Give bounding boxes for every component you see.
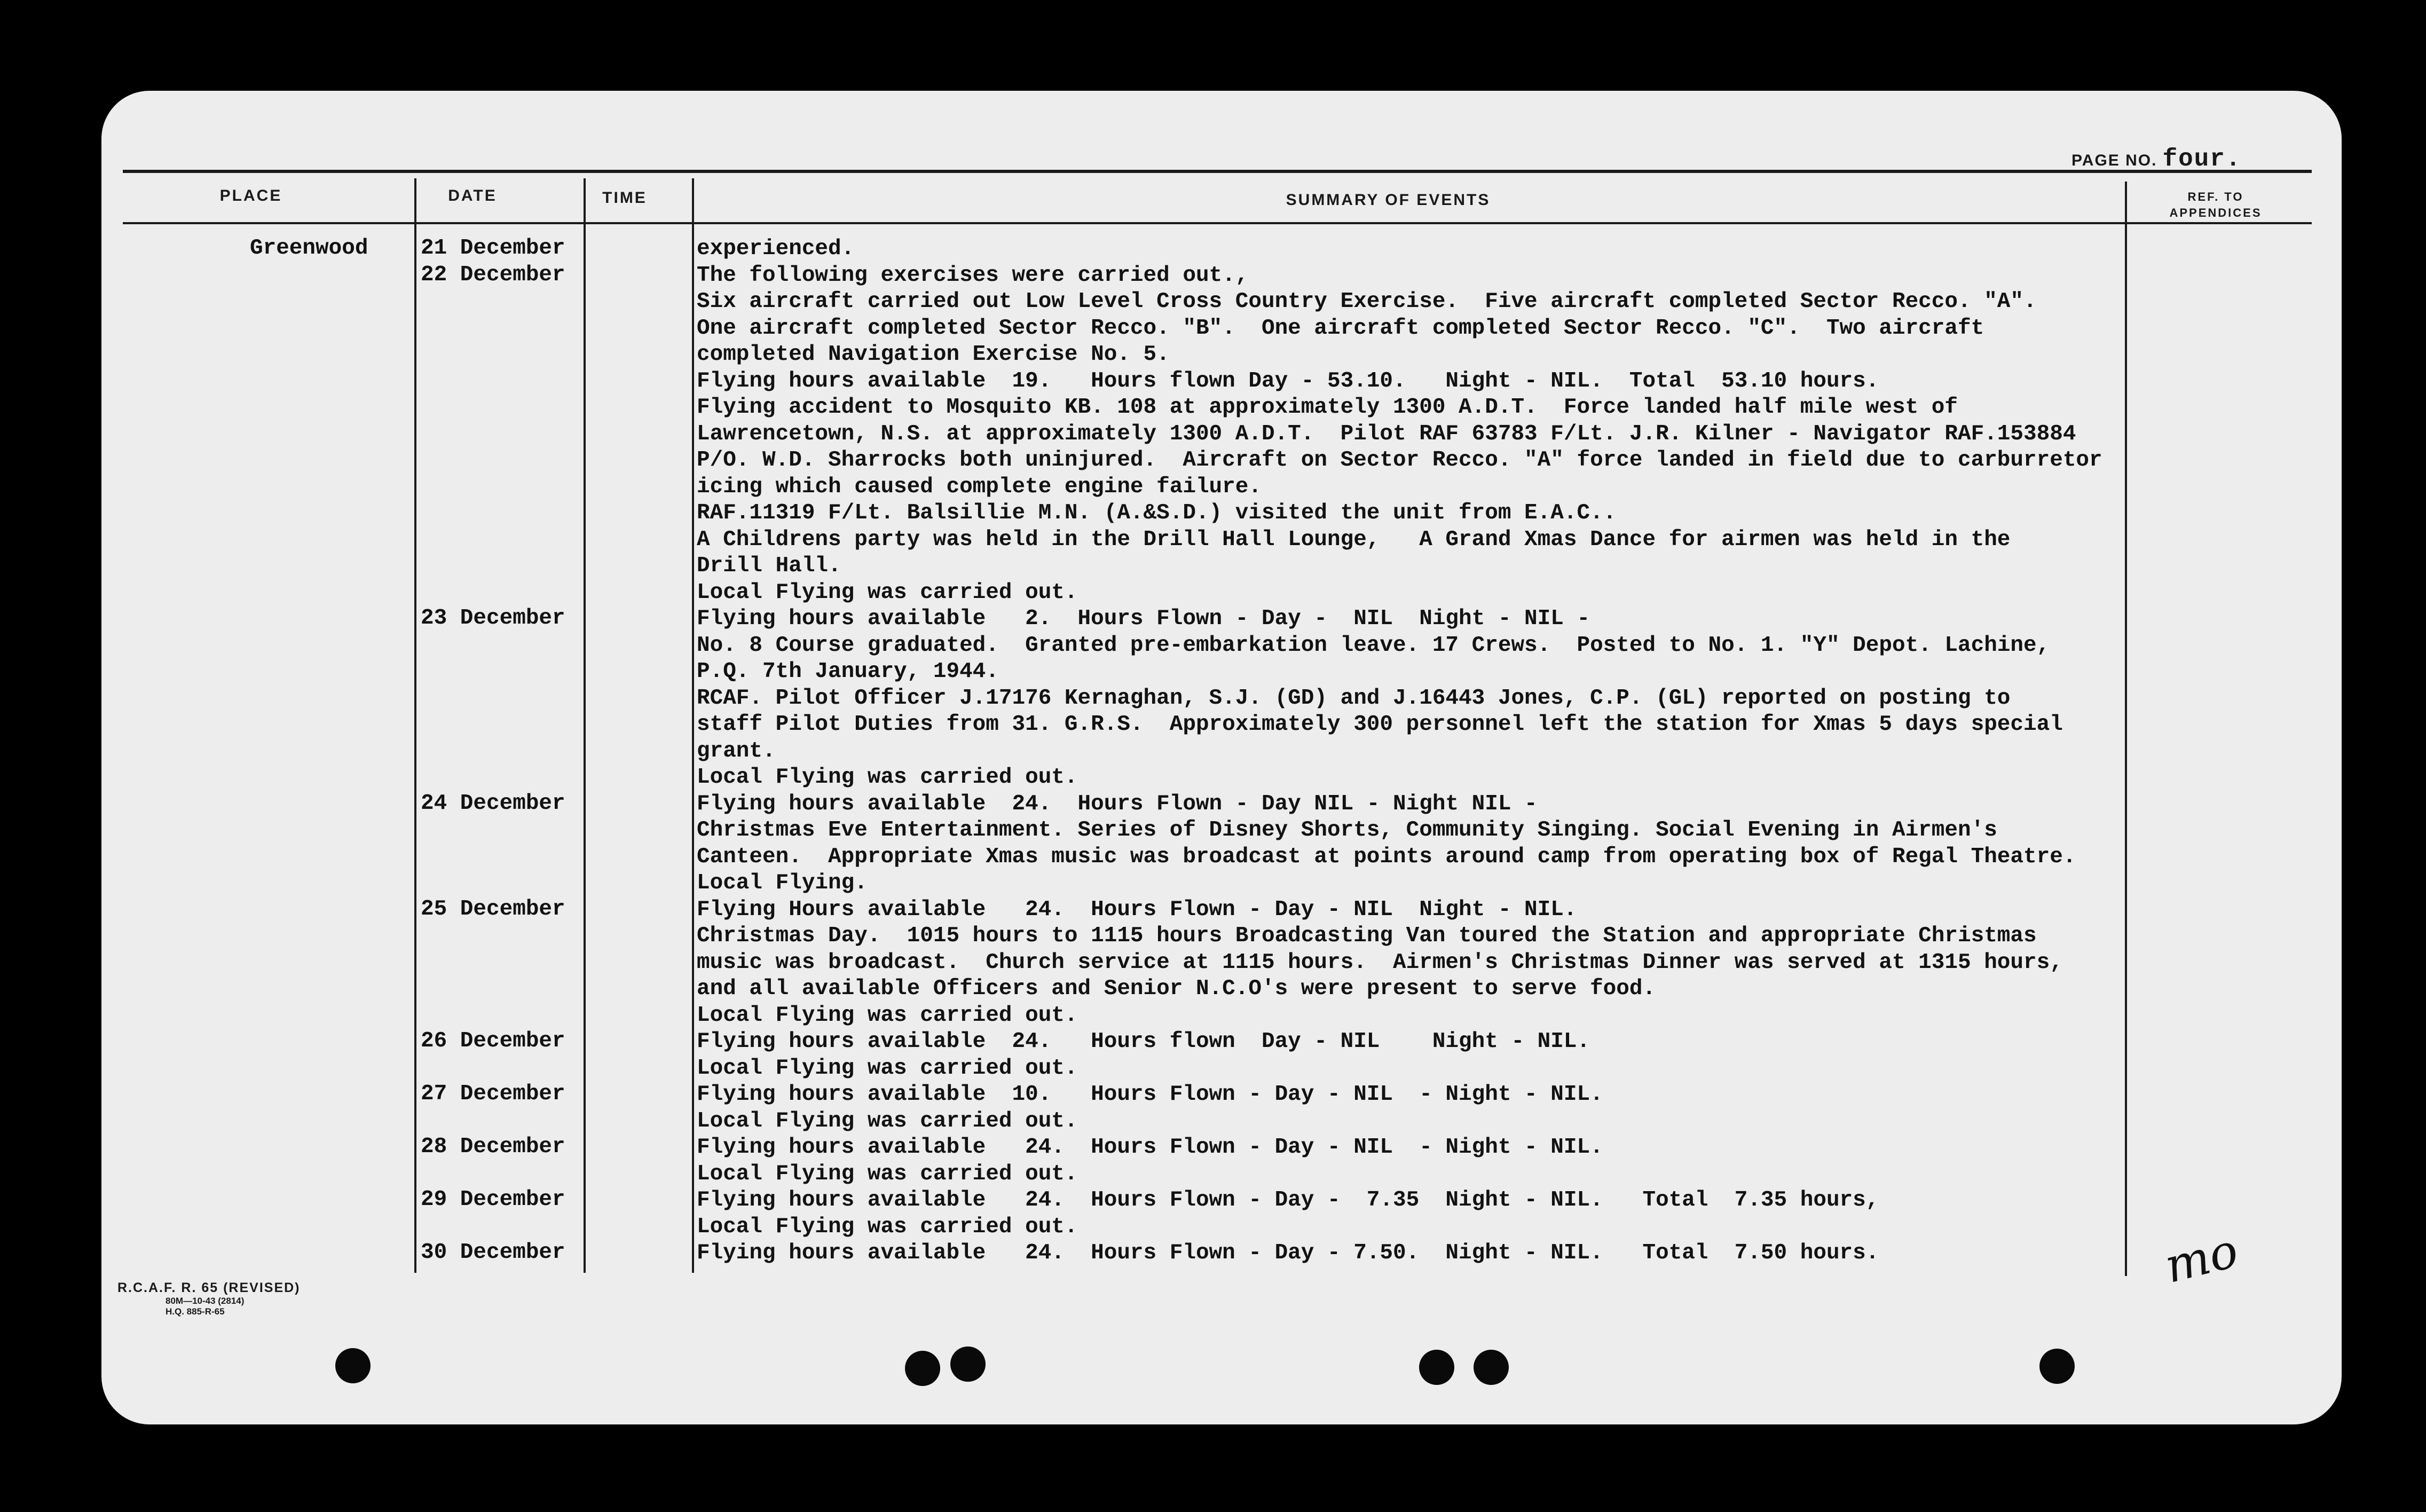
summary-line: icing which caused complete engine failure. [697,474,1262,499]
summary-line: Flying hours available 19. Hours flown Day - 53.10. Night - NIL. Total 53.10 hours. [697,368,1879,393]
date-entry: 26 December [421,1029,565,1053]
handwritten-initials: mo [2159,1223,2243,1294]
punch-hole [1474,1350,1509,1385]
hq-code: H.Q. 885-R-65 [166,1306,225,1317]
column-header-time: TIME [602,189,647,207]
summary-line: Flying hours available 24. Hours Flown - Day NIL - Night NIL - [697,791,1538,816]
date-entry: 24 December [421,791,565,816]
summary-line: Local Flying. [697,871,868,895]
date-entry: 28 December [421,1135,565,1159]
summary-of-events [697,236,2245,1267]
column-header-summary: SUMMARY OF EVENTS [1286,191,1491,209]
summary-line: Flying hours available 24. Hours Flown - Day - 7.35 Night - NIL. Total 7.35 hours, [697,1188,1879,1212]
summary-line: RCAF. Pilot Officer J.17176 Kernaghan, S.J. (GD) and J.16443 Jones, C.P. (GL) reported on posting to [697,686,2011,711]
summary-line: Drill Hall. [697,554,841,578]
summary-line: Local Flying was carried out. [697,1003,1078,1028]
column-header-ref-line2: APPENDICES [2169,206,2262,219]
summary-line: grant. [697,738,776,763]
summary-line: completed Navigation Exercise No. 5. [697,342,1170,367]
summary-line: staff Pilot Duties from 31. G.R.S. Approximately 300 personnel left the station for Xmas 5 days special [697,712,2063,737]
print-code: 80M—10-43 (2814) [166,1296,245,1306]
summary-line: Local Flying was carried out. [697,1056,1078,1081]
form-footer [117,1280,301,1317]
summary-line: Canteen. Appropriate Xmas music was broadcast at points around camp from operating box of Regal Theatre. [697,844,2076,869]
summary-line: Flying Hours available 24. Hours Flown - Day - NIL Night - NIL. [697,897,1577,922]
summary-line: experienced. [697,237,855,261]
page-number-label: PAGE NO. [2071,152,2157,169]
summary-line: Flying hours available 24. Hours Flown - Day - 7.50. Night - NIL. Total 7.50 hours. [697,1241,1879,1265]
summary-line: P/O. W.D. Sharrocks both uninjured. Aircraft on Sector Recco. "A" force landed in field due to carburretor [697,448,2102,472]
summary-line: No. 8 Course graduated. Granted pre-embarkation leave. 17 Crews. Posted to No. 1. "Y" Depot. Lachine, [697,633,2050,658]
summary-line: Local Flying was carried out. [697,1214,1078,1239]
summary-line: P.Q. 7th January, 1944. [697,659,999,684]
column-header-date: DATE [448,187,497,204]
summary-line: Flying hours available 2. Hours Flown - Day - NIL Night - NIL - [697,607,1590,631]
summary-line: Christmas Day. 1015 hours to 1115 hours Broadcasting Van toured the Station and appropriate Christmas [697,924,2037,948]
summary-line: Lawrencetown, N.S. at approximately 1300 A.D.T. Pilot RAF 63783 F/Lt. J.R. Kilner - Navigator RAF.153884 [697,421,2076,446]
date-entry: 27 December [421,1082,565,1106]
summary-line: The following exercises were carried out., [697,263,1249,288]
date-column [421,91,581,1424]
summary-line: Flying hours available 10. Hours Flown - Day - NIL - Night - NIL. [697,1082,1603,1107]
date-entry: 23 December [421,606,565,631]
summary-line: music was broadcast. Church service at 1115 hours. Airmen's Christmas Dinner was served at 1315 hours, [697,950,2063,975]
diary-form-card [101,91,2342,1424]
page-number [2071,145,2242,173]
summary-line: Local Flying was carried out. [697,1108,1078,1133]
summary-line: RAF.11319 F/Lt. Balsillie M.N. (A.&S.D.) visited the unit from E.A.C.. [697,501,1617,525]
date-entry: 22 December [421,262,565,287]
punch-hole [905,1351,940,1386]
punch-hole [1419,1350,1454,1385]
page-number-value: four. [2162,145,2242,173]
summary-line: One aircraft completed Sector Recco. "B". One aircraft completed Sector Recco. "C". Two aircraft [697,316,1984,341]
date-entry: 29 December [421,1187,565,1212]
summary-line: Flying accident to Mosquito KB. 108 at approximately 1300 A.D.T. Force landed half mile west of [697,395,1958,420]
date-entry: 21 December [421,236,565,261]
form-number: R.C.A.F. R. 65 (REVISED) [117,1280,301,1295]
divider-place-date [414,178,416,1273]
column-header-ref-line1: REF. TO [2187,190,2244,203]
summary-line: and all available Officers and Senior N.C.O's were present to serve food. [697,976,1656,1001]
summary-line: Local Flying was carried out. [697,765,1078,790]
divider-time-summary [692,178,694,1273]
punch-hole [2039,1349,2075,1384]
place-greenwood: Greenwood [250,236,368,261]
column-header-place: PLACE [219,187,282,204]
date-entry: 25 December [421,896,565,922]
summary-line: Flying hours available 24. Hours flown Day - NIL Night - NIL. [697,1029,1590,1054]
summary-line: Flying hours available 24. Hours Flown - Day - NIL - Night - NIL. [697,1135,1603,1160]
summary-line: A Childrens party was held in the Drill Hall Lounge, A Grand Xmas Dance for airmen was held in the [697,527,2011,552]
punch-hole [950,1346,986,1382]
summary-line: Local Flying was carried out. [697,580,1078,605]
summary-line: Six aircraft carried out Low Level Cross Country Exercise. Five aircraft completed Sector Recco. "A". [697,289,2037,314]
summary-line: Christmas Eve Entertainment. Series of Disney Shorts, Community Singing. Social Evening in Airmen's [697,818,1997,842]
divider-date-time [584,178,586,1273]
punch-hole [335,1348,371,1383]
summary-line: Local Flying was carried out. [697,1161,1078,1186]
date-entry: 30 December [421,1240,565,1265]
